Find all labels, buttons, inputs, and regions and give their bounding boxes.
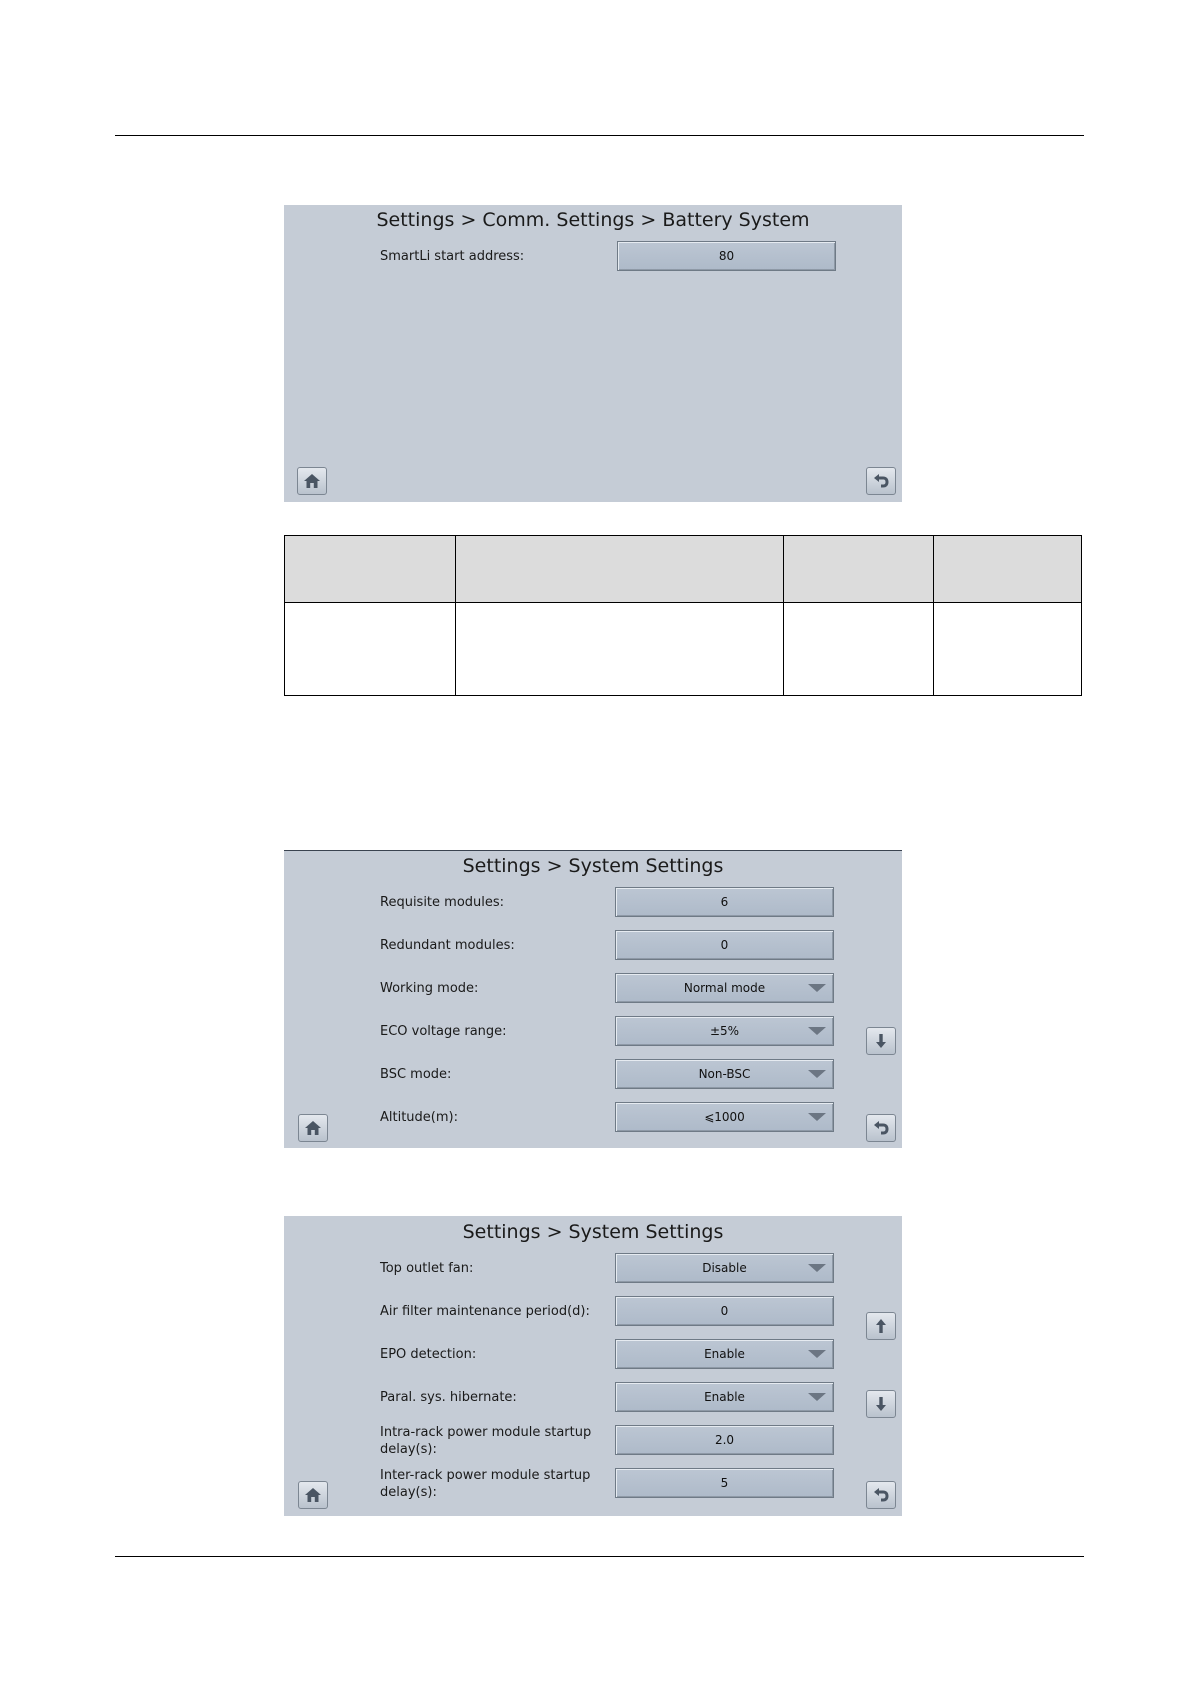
smartli-start-address-field[interactable]: 80 — [617, 241, 836, 271]
inter-rack-delay-field[interactable] — [615, 1468, 834, 1498]
dropdown-arrow-icon — [808, 984, 826, 992]
epo-detection-label: EPO detection: — [380, 1347, 477, 1362]
bsc-mode-dropdown[interactable] — [615, 1059, 834, 1089]
table-row — [285, 603, 1082, 696]
scroll-down-button[interactable] — [866, 1390, 896, 1418]
dropdown-arrow-icon — [808, 1027, 826, 1035]
back-button[interactable] — [866, 467, 896, 495]
field-value: 0 — [720, 1304, 729, 1318]
field-value: Enable — [704, 1390, 745, 1404]
paral-sys-hibernate-label: Paral. sys. hibernate: — [380, 1390, 517, 1405]
dropdown-arrow-icon — [808, 1070, 826, 1078]
home-icon — [303, 1486, 323, 1504]
altitude-label: Altitude(m): — [380, 1110, 458, 1125]
table-header-cell — [456, 536, 784, 603]
epo-detection-dropdown[interactable] — [615, 1339, 834, 1369]
eco-voltage-range-label: ECO voltage range: — [380, 1024, 507, 1039]
air-filter-maintenance-field[interactable] — [615, 1296, 834, 1326]
screen-title: Settings > Comm. Settings > Battery System — [376, 209, 810, 231]
intra-rack-delay-field[interactable] — [615, 1425, 834, 1455]
field-value: Normal mode — [683, 981, 766, 995]
field-value: Non-BSC — [698, 1067, 751, 1081]
header-rule — [115, 135, 1084, 136]
dropdown-arrow-icon — [808, 1264, 826, 1272]
footer-rule — [115, 1556, 1084, 1557]
back-button[interactable] — [866, 1114, 896, 1142]
redundant-modules-field[interactable] — [615, 930, 834, 960]
screen-title: Settings > System Settings — [462, 855, 724, 877]
dropdown-arrow-icon — [808, 1113, 826, 1121]
label-line: delay(s): — [380, 1485, 437, 1500]
back-arrow-icon — [871, 472, 891, 490]
battery-system-screen — [284, 205, 902, 502]
scroll-down-icon — [871, 1032, 891, 1050]
home-icon — [303, 1119, 323, 1137]
dropdown-arrow-icon — [808, 1350, 826, 1358]
top-outlet-fan-label: Top outlet fan: — [380, 1261, 474, 1276]
requisite-modules-label: Requisite modules: — [380, 895, 505, 910]
air-filter-maintenance-label: Air filter maintenance period(d): — [380, 1304, 590, 1319]
field-value: 6 — [720, 895, 729, 909]
scroll-down-icon — [871, 1395, 891, 1413]
working-mode-label: Working mode: — [380, 981, 479, 996]
back-arrow-icon — [871, 1486, 891, 1504]
field-value: Disable — [702, 1261, 747, 1275]
field-value: ±5% — [709, 1024, 740, 1038]
table-cell — [456, 603, 784, 696]
scroll-down-button[interactable] — [866, 1027, 896, 1055]
field-value: 5 — [720, 1476, 729, 1490]
label-line: Inter-rack power module startup — [380, 1468, 591, 1483]
table-header-cell — [934, 536, 1082, 603]
home-button[interactable] — [297, 467, 327, 495]
bsc-mode-label: BSC mode: — [380, 1067, 452, 1082]
table-cell — [934, 603, 1082, 696]
paral-sys-hibernate-dropdown[interactable] — [615, 1382, 834, 1412]
intra-rack-delay-label — [380, 1424, 591, 1458]
field-value: Enable — [704, 1347, 745, 1361]
home-button[interactable] — [298, 1481, 328, 1509]
altitude-dropdown[interactable] — [615, 1102, 834, 1132]
system-settings-screen-2 — [284, 1216, 902, 1516]
inter-rack-delay-label — [380, 1467, 590, 1501]
field-value: 0 — [720, 938, 729, 952]
eco-voltage-range-dropdown[interactable] — [615, 1016, 834, 1046]
screen-title: Settings > System Settings — [462, 1221, 724, 1243]
back-arrow-icon — [871, 1119, 891, 1137]
parameter-table — [284, 535, 1082, 696]
field-value: ⩽1000 — [704, 1110, 745, 1124]
table-cell — [285, 603, 456, 696]
redundant-modules-label: Redundant modules: — [380, 938, 515, 953]
top-outlet-fan-dropdown[interactable] — [615, 1253, 834, 1283]
scroll-up-button[interactable] — [866, 1312, 896, 1340]
table-cell — [784, 603, 934, 696]
home-icon — [302, 472, 322, 490]
label-line: Intra-rack power module startup — [380, 1425, 592, 1440]
label-line: delay(s): — [380, 1442, 437, 1457]
field-value: 2.0 — [714, 1433, 735, 1447]
working-mode-dropdown[interactable] — [615, 973, 834, 1003]
requisite-modules-field[interactable] — [615, 887, 834, 917]
system-settings-screen-1 — [284, 850, 902, 1148]
back-button[interactable] — [866, 1481, 896, 1509]
table-header-cell — [784, 536, 934, 603]
table-header-cell — [285, 536, 456, 603]
scroll-up-icon — [871, 1317, 891, 1335]
smartli-start-address-label: SmartLi start address: — [380, 249, 525, 264]
table-header-row — [285, 536, 1082, 603]
dropdown-arrow-icon — [808, 1393, 826, 1401]
home-button[interactable] — [298, 1114, 328, 1142]
